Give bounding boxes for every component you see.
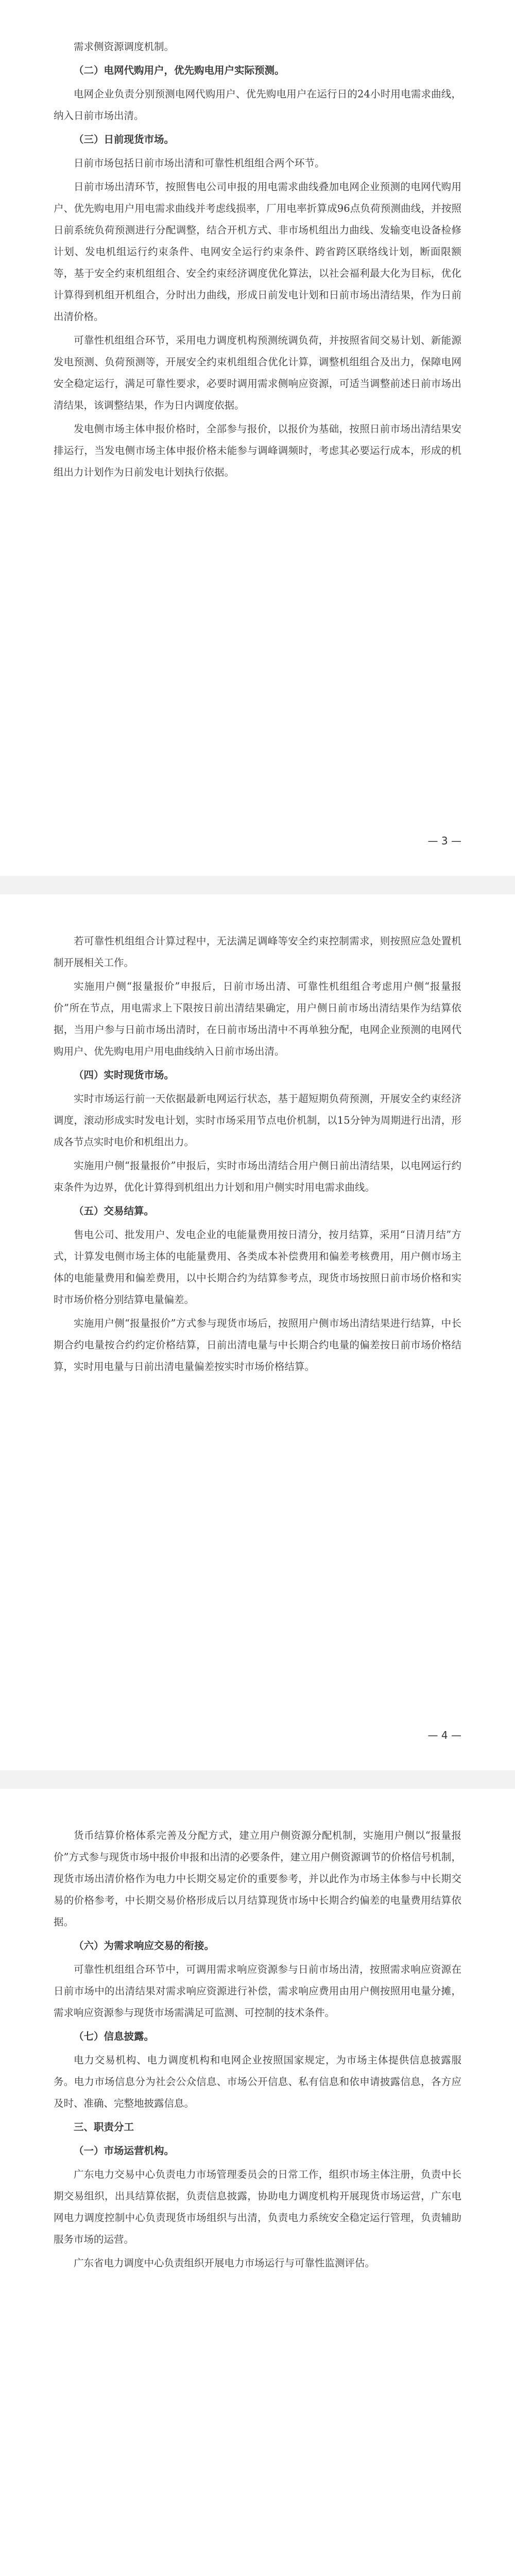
body-paragraph: 实施用户侧“报量报价”方式参与现货市场后，按照用户侧市场出清结果进行结算，中长期合约电量按合约约定价格结算，日前出清电量与中长期合约电量的偏差按日前市场价格结算，实时用电量与日前出清电量偏差按实时市场价格结算。 xyxy=(54,1317,461,1372)
document-page-4 xyxy=(0,894,515,1770)
section-heading: （三）日前现货市场。 xyxy=(74,133,175,145)
body-paragraph: 日前市场包括日前市场出清和可靠性机组组合两个环节。 xyxy=(74,157,325,169)
section-heading: （一）市场运营机构。 xyxy=(74,2145,175,2157)
page-number: — 4 — xyxy=(427,1729,461,1741)
body-paragraph: 可靠性机组组合环节中，可调用需求响应资源参与日前市场出清，按照需求响应资源在日前市场中的出清结果对需求响应资源进行补偿，需求响应费用由用户侧按照用电量分摊，需求响应资源参与现货市场需满足可监测、可控制的技术条件。 xyxy=(54,1963,461,2019)
page-body xyxy=(54,930,461,1380)
section-heading: （二）电网代购用户，优先购电用户实际预测。 xyxy=(74,64,285,76)
body-paragraph: 实施用户侧“报量报价”申报后，实时市场出清结合用户侧日前出清结果，以电网运行约束条件为边界，优化计算得到机组出力计划和用户侧实时用电需求曲线。 xyxy=(54,1160,461,1193)
page-body xyxy=(54,1825,461,2276)
body-paragraph: 若可靠性机组组合计算过程中，无法满足调峰等安全约束控制需求，则按照应急处置机制开展相关工作。 xyxy=(54,935,461,969)
page-separator xyxy=(0,1770,515,1789)
page-body xyxy=(54,36,461,485)
body-paragraph: 电力交易机构、电力调度机构和电网企业按照国家规定，为市场主体提供信息披露服务。电力市场信息分为社会公众信息、市场公开信息、私有信息和依申请披露信息，各方应及时、准确、完整地披露信息。 xyxy=(54,2054,461,2109)
body-paragraph: 实施用户侧“报量报价”申报后，日前市场出清、可靠性机组组合考虑用户侧“报量报价”所在节点，用电需求上下限按日前出清结果确定，用户侧日前市场出清结果作为结算依据，当用户参与日前市场出清时，在日前市场出清中不再单独分配，电网企业预测的电网代购用户、优先购电用户用电曲线纳入日前市场出清。 xyxy=(54,980,461,1057)
body-paragraph: 可靠性机组组合环节，采用电力调度机构预测统调负荷，并按照省间交易计划、新能源发电预测、负荷预测等，开展安全约束机组组合优化计算，调整机组组合及出力，保障电网安全稳定运行，满足可靠性要求，必要时调用需求侧响应资源，可适当调整前述日前市场出清结果，该调整结果，作为日内调度依据。 xyxy=(54,334,461,411)
body-paragraph: 日前市场出清环节，按照售电公司申报的用电需求曲线叠加电网企业预测的电网代购用户、优先购电用户用电需求曲线并考虑线损率，厂用电率折算成96点负荷预测曲线，并按照日前系统负荷预测进行分配调整，结合开机方式、非市场机组出力曲线、发输变电设备检修计划、发电机组运行约束条件、电网安全运行约束条件、跨省跨区联络线计划，断面限额等，基于安全约束机组组合、安全约束经济调度优化算法，以社会福利最大化为目标，优化计算得到机组开机组合，分时出力曲线，形成日前发电计划和日前市场出清结果，作为日前出清价格。 xyxy=(54,181,461,323)
body-paragraph: 广东省电力调度中心负责组织开展电力市场运行与可靠性监测评估。 xyxy=(74,2257,375,2269)
document-page-5 xyxy=(0,1789,515,2576)
document-page-3 xyxy=(0,0,515,876)
body-paragraph: 货币结算价格体系完善及分配方式，建立用户侧资源分配机制，实施用户侧以“报量报价”方式参与现货市场中报价申报和出清的必要条件，建立用户侧资源调节的价格信号机制，现货市场出清价格作为电力中长期交易定价的重要参考，并以此作为市场主体参与中长期交易的价格参考，中长期交易价格形成后以月结算现货市场中长期合约偏差的电量费用结算依据。 xyxy=(54,1829,461,1928)
section-heading: （六）为需求响应交易的衔接。 xyxy=(74,1940,215,1952)
section-heading: （七）信息披露。 xyxy=(74,2030,154,2042)
body-paragraph: 发电侧市场主体申报价格时，全部参与报价，以报价为基础，按照日前市场出清结果安排运行，当发电侧市场主体申报价格未能参与调峰调频时，考虑其必要运行成本，形成的机组出力计划作为日前发电计划执行依据。 xyxy=(54,423,461,478)
body-paragraph: 广东电力交易中心负责电力市场管理委员会的日常工作，组织市场主体注册，负责中长期交易组织，出具结算依据，负责信息披露，协助电力调度机构开展现货市场运营，广东电网电力调度控制中心负责现货市场组织与出清，负责电力系统安全稳定运行管理，负责辅助服务市场的运营。 xyxy=(54,2168,461,2245)
section-heading: 三、职责分工 xyxy=(74,2121,134,2133)
body-paragraph: 实时市场运行前一天依据最新电网运行状态，基于超短期负荷预测，开展安全约束经济调度，滚动形成实时发电计划，实时市场采用节点电价机制，以15分钟为周期进行出清，形成各节点实时电价和机组出力。 xyxy=(54,1093,461,1148)
page-number: — 3 — xyxy=(427,835,461,847)
body-paragraph: 电网企业负责分别预测电网代购用户、优先购电用户在运行日的24小时用电需求曲线，纳入日前市场出清。 xyxy=(54,88,461,122)
body-paragraph: 需求侧资源调度机制。 xyxy=(74,41,175,53)
section-heading: （四）实时现货市场。 xyxy=(74,1069,175,1081)
section-heading: （五）交易结算。 xyxy=(74,1205,154,1217)
page-separator xyxy=(0,876,515,894)
body-paragraph: 售电公司、批发用户、发电企业的电能量费用按日清分，按月结算，采用“日清月结”方式，计算发电侧市场主体的电能量费用、各类成本补偿费用和偏差考核费用，用户侧市场主体的电能量费用和偏差费用，以中长期合约为结算参考点，现货市场按照日前市场价格和实时市场价格分别结算电量偏差。 xyxy=(54,1229,461,1306)
